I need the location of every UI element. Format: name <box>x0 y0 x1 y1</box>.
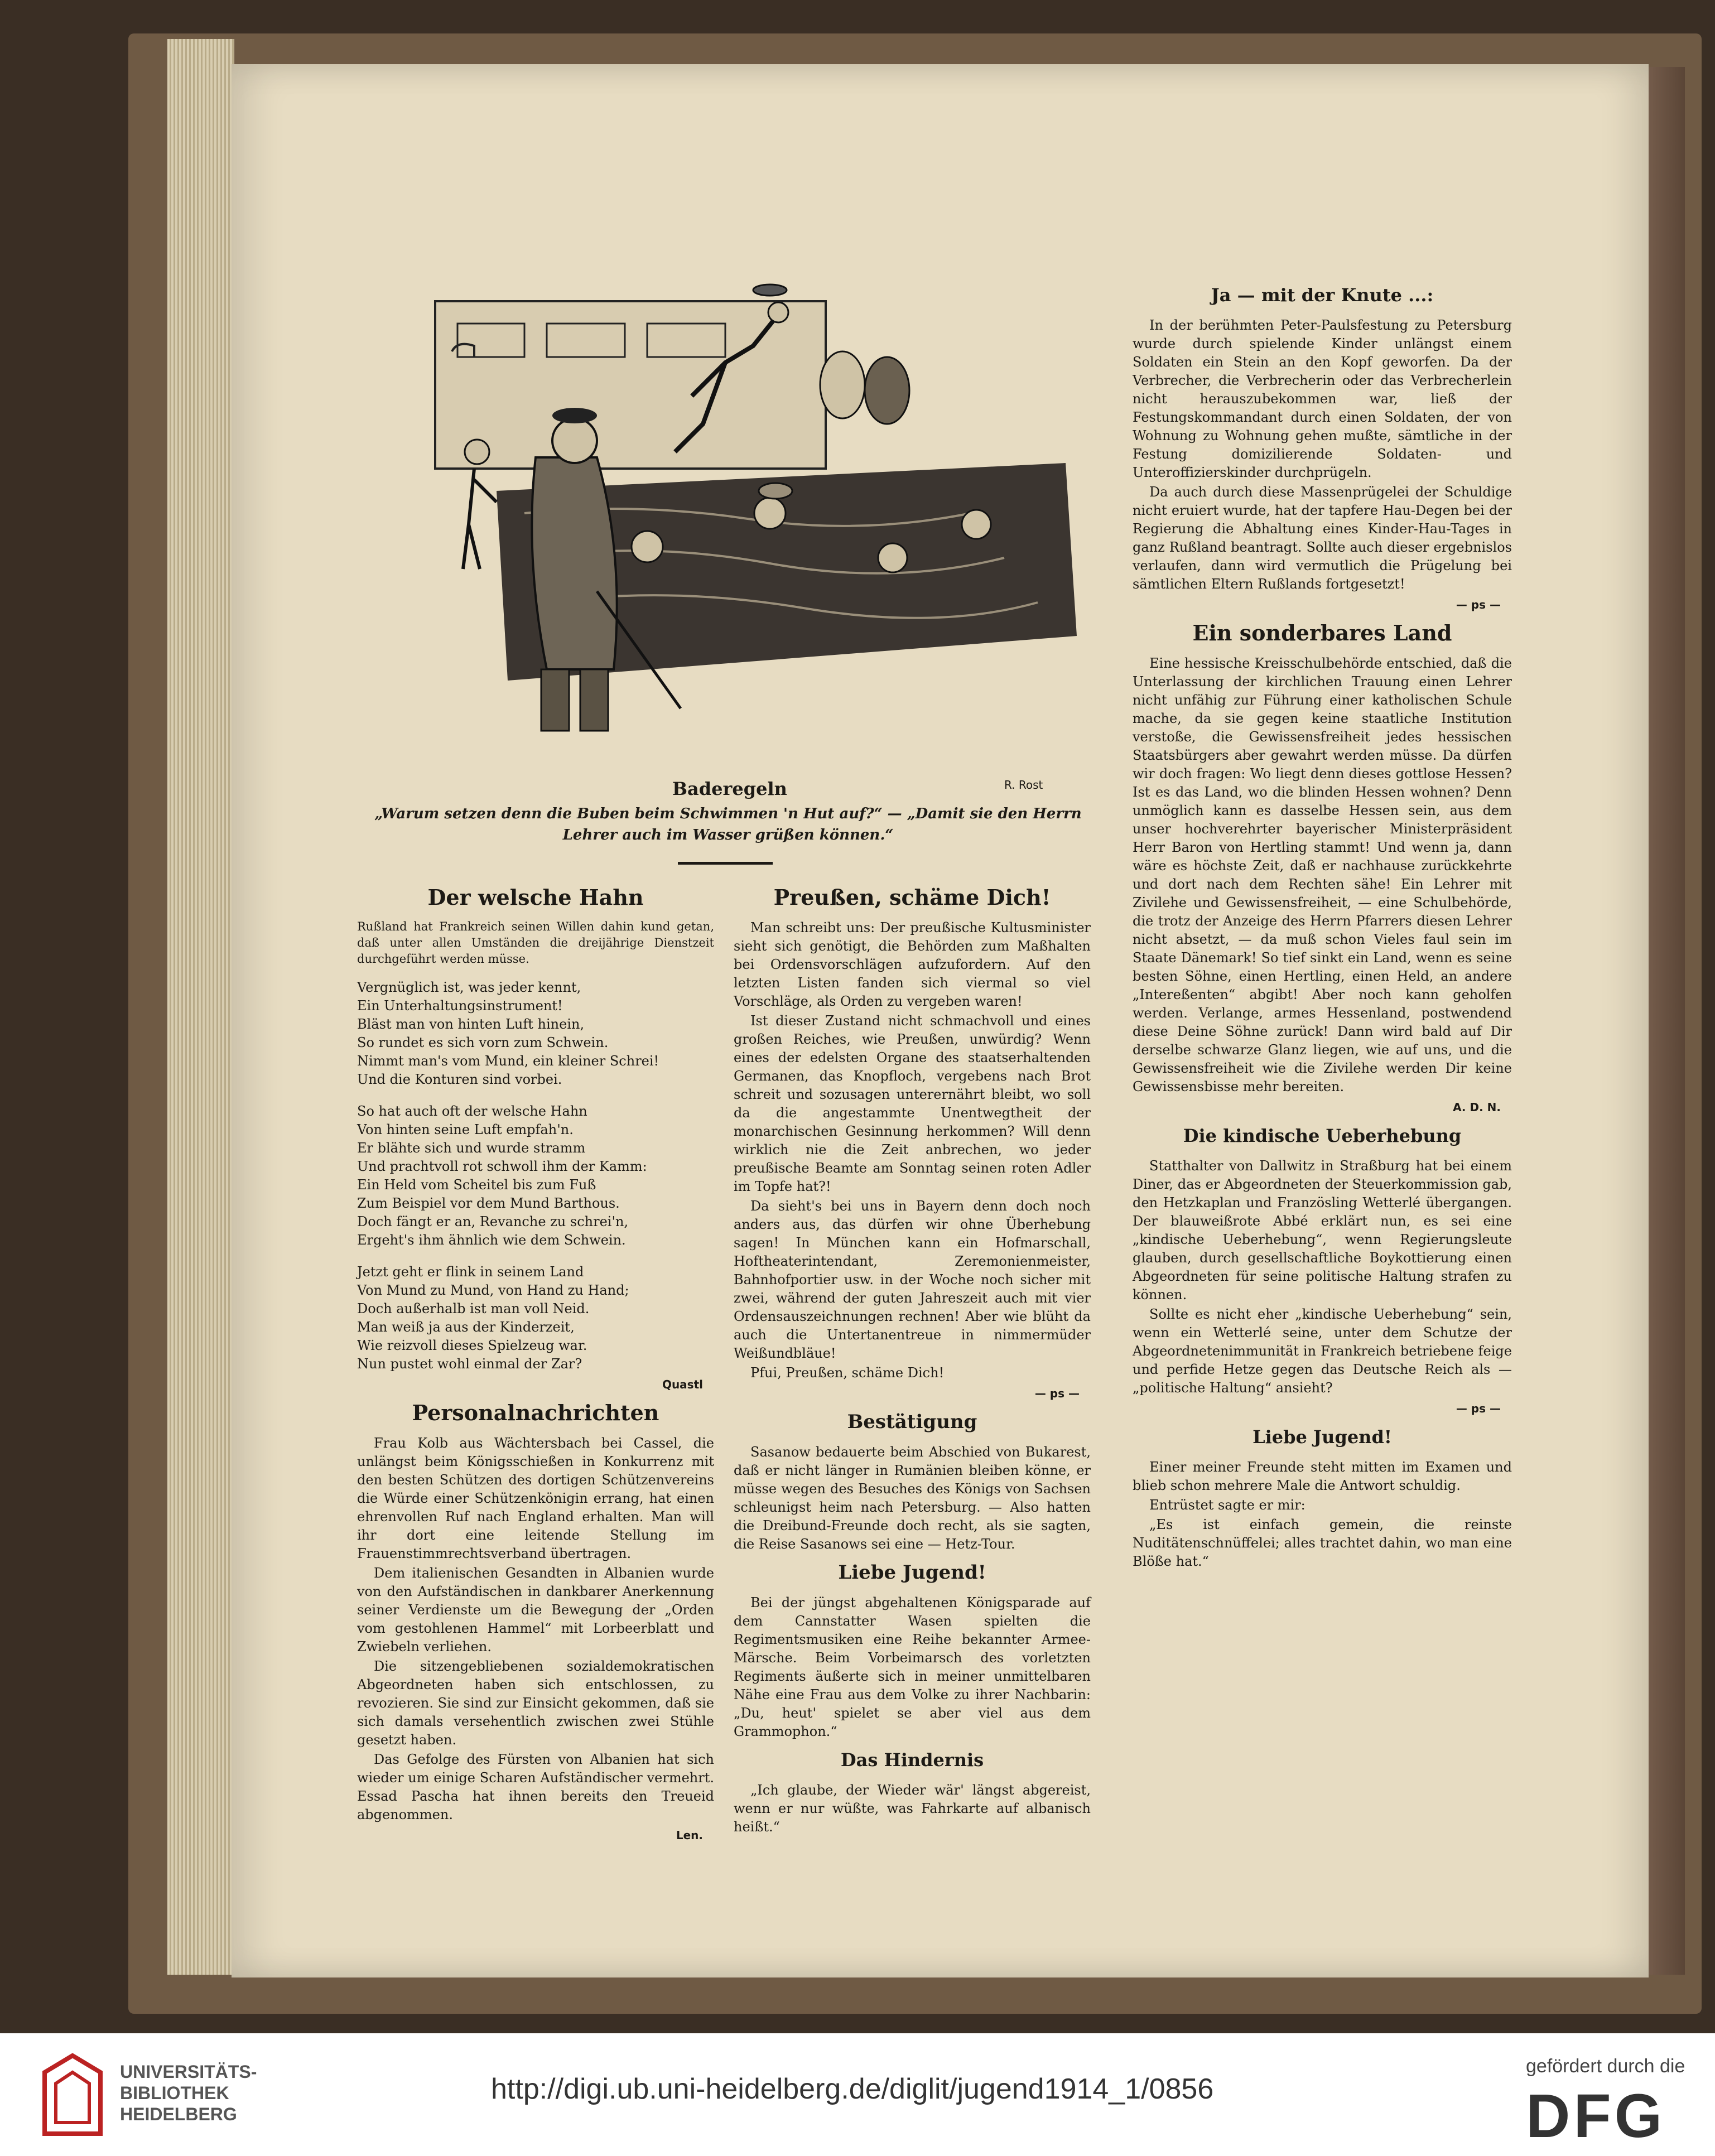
article-title: Das Hindernis <box>840 1749 984 1771</box>
paragraph: Die sitzengebliebenen sozialdemokratischen Abgeordneten haben sich entschlossen, zu revozieren. Sie sind zur Einsicht gekommen, daß sie sich damals versehentlich zwischen zwei Stühle gesetzt haben. <box>357 1658 714 1748</box>
author-signature: — ps — <box>1456 1402 1501 1415</box>
paragraph: Das Gefolge des Fürsten von Albanien hat sich wieder um einige Scharen Aufständischer vermehrt. Essad Pascha hat ihnen bereits den Treueid abgenommen. <box>357 1752 714 1822</box>
paragraph: Pfui, Preußen, schäme Dich! <box>750 1365 945 1381</box>
paragraph: Statthalter von Dallwitz in Straßburg hat bei einem Diner, das er Abgeordneten der Steuerkommission gab, den Hetzkaplan und Französling Wetterlé übergangen. Der blauweißrote Abbé erklärt nun, es sei eine „kindische Ueberhebung“, wenn Regierungsleute glauben, durch gesellschaftliche Boykottierung einen Abgeordneten für seine politische Haltung strafen zu können. <box>1133 1158 1512 1303</box>
source-url-link[interactable]: http://digi.ub.uni-heidelberg.de/diglit/jugend1914_1/0856 <box>491 2073 1214 2105</box>
dfg-logo: DFG <box>1526 2082 1666 2150</box>
paragraph: Sasanow bedauerte beim Abschied von Bukarest, daß er nicht länger in Rumänien bleiben könne, er müsse wegen des Besuches des Königs von Sachsen schleunigst heim nach Petersburg. — Also hatten die Dreibund-Freunde doch recht, als sie sagten, die Reise Sasanows sei eine — Hetz-Tour. <box>734 1444 1091 1552</box>
poem-stanza: Vergnüglich ist, was jeder kennt, Ein Unterhaltungsinstrument! Bläst man von hinten Luft hinein, So rundet es sich vorn zum Schwein. Nimmt man's vom Mund, ein kleiner Schrei! Und die Konturen sind vorbei. <box>357 980 659 1087</box>
paragraph: Da sieht's bei uns in Bayern denn doch noch anders aus, das dürfen wir ohne Überhebung sagen! In München kann ein Hofmarschall, Hoftheaterintendant, Zeremonienmeister, Bahnhofportier usw. in der Woche noch sicher mit zwei, während der guten Jahreszeit auch mit vier Ordensauszeichnungen rechnen! Aber wie blüht da auch die Untertanentreue in nimmermüder Weißundbläue! <box>734 1198 1091 1361</box>
paragraph: Ist dieser Zustand nicht schmachvoll und eines großen Reiches, wie Preußen, unwürdig? Wenn eines der edelsten Organe des staatserhaltenden Germanen, das Knopfloch, vergebens nach Brot schreit und sozusagen unterernährt bleibt, wo soll da die angestammte Unentwegtheit der monarchischen Gesinnung herkommen? Will denn wirklich nie die Zeit anbrechen, wo jeder preußische Beamte am Sonntag seinen roten Adler im Topfe hat?! <box>734 1013 1091 1194</box>
article-title: Liebe Jugend! <box>1252 1426 1392 1448</box>
article-title: Personalnachrichten <box>412 1400 659 1425</box>
paragraph: Da auch durch diese Massenprügelei der Schuldige nicht eruiert wurde, hat der tapfere Hau-Degen bei der Regierung die Abhaltung eines Kinder-Hau-Tages in ganz Rußland beantragt. Sollte auch dieser ergebnislos verlaufen, dann wird vermutlich die Prügelung bei sämtlichen Eltern Rußlands fortgesetzt! <box>1133 484 1512 592</box>
paragraph: Man schreibt uns: Der preußische Kultusminister sieht sich genötigt, die Behörden zum Maßhalten bei Ordensvorschlägen aufzufordern. Auf den letzten Listen fanden sich viermal so viel Vorschläge, als Orden zu vergeben waren! <box>734 920 1091 1009</box>
paragraph: Dem italienischen Gesandten in Albanien wurde von den Aufständischen in dankbarer Anerkennung seiner Verdienste um die Bewegung der „Orden vom gestohlenen Hammel“ mit Lorbeerblatt und Zwiebeln verliehen. <box>357 1565 714 1655</box>
funding-label: gefördert durch die <box>1526 2056 1685 2077</box>
university-logo-icon <box>33 2050 106 2139</box>
caption-divider <box>678 862 773 865</box>
column-middle <box>734 879 1091 1837</box>
paragraph: Frau Kolb aus Wächtersbach bei Cassel, die unlängst beim Königsschießen in Konkurrenz mit den besten Schützen des dortigen Schützenvereins die Würde einer Schützenkönigin errang, hat einen ehrenvollen Ruf nach England erhalten. Man will ihr dort eine leitende Stellung im Frauenstimmrechtsverband übertragen. <box>357 1435 714 1561</box>
article-title: Bestätigung <box>847 1411 977 1433</box>
article-title: Ja — mit der Knute ...: <box>1211 284 1434 306</box>
paragraph: „Es ist einfach gemein, die reinste Nuditätenschnüffelei; alles trachtet dahin, wo man eine Blöße hat.“ <box>1133 1517 1512 1569</box>
column-right <box>1133 276 1512 1572</box>
paragraph: Entrüstet sagte er mir: <box>1149 1497 1305 1513</box>
cartoon-artist: R. Rost <box>1004 778 1043 792</box>
author-signature: Quastl <box>662 1378 703 1391</box>
author-signature: A. D. N. <box>1453 1101 1501 1114</box>
paragraph: Bei der jüngst abgehaltenen Königsparade auf dem Cannstatter Wasen spielten die Regimentsmusiken eine Reihe bekannter Armee-Märsche. Beim Vorbeimarsch des vorletzten Regiments äußerte sich in meiner unmittelbaren Nähe eine Frau aus dem Volke zu ihrer Nachbarin: „Du, heut' spielet se aber viel aus dem Grammophon.“ <box>734 1595 1091 1739</box>
author-signature: — ps — <box>1034 1387 1080 1400</box>
column-left <box>357 879 714 1849</box>
article-title: Preußen, schäme Dich! <box>773 885 1051 910</box>
cartoon-title: Baderegeln <box>672 778 787 799</box>
article-title: Liebe Jugend! <box>838 1561 986 1584</box>
page-edges <box>167 39 234 1975</box>
article-title: Die kindische Ueberhebung <box>1183 1125 1462 1146</box>
paragraph: „Ich glaube, der Wieder wär' längst abgereist, wenn er nur wüßte, was Fahrkarte auf albanisch heißt.“ <box>734 1782 1091 1835</box>
author-signature: Len. <box>676 1829 703 1842</box>
paragraph: Einer meiner Freunde steht mitten im Examen und blieb schon mehrere Male die Antwort schuldig. <box>1133 1459 1512 1493</box>
paragraph: Sollte es nicht eher „kindische Ueberhebung“ sein, wenn ein Wetterlé seine, unter dem Schutze der Abgeordnetenimmunität in Frankreich betriebene feige und perfide Hetze gegen das Deutsche Reich als — „politische Haltung“ ansieht? <box>1133 1306 1512 1396</box>
institution-name: UNIVERSITÄTS- BIBLIOTHEK HEIDELBERG <box>120 2062 257 2124</box>
article-title: Der welsche Hahn <box>427 885 644 910</box>
paragraph: In der berühmten Peter-Paulsfestung zu Petersburg wurde durch spielende Kinder unlängst einem Soldaten ein Stein an den Kopf geworfen. Da der Verbrecher, die Verbrecherin oder das Verbrecherlein nicht herauszubekommen war, ließ der Festungskommandant durch einen Soldaten, der von Wohnung zu Wohnung gehen mußte, sämtliche in der Festung domizilierende Soldaten- und Unteroffizierskinder durchprügeln. <box>1133 317 1512 480</box>
cartoon-illustration <box>413 279 1077 764</box>
article-intro: Rußland hat Frankreich seinen Willen dahin kund getan, daß unter allen Umständen die dreijährige Dienstzeit durchgeführt werden müsse. <box>357 920 714 966</box>
paragraph: Eine hessische Kreisschulbehörde entschied, daß die Unterlassung der kirchlichen Trauung einen Lehrer nicht unfähig zur Führung einer katholischen Schule mache, da sie gegen keine staatliche Institution verstoße, die Gewissensfreiheit jedes hessischen Staatsbürgers aber gewahrt werden müsse. Da dürfen wir doch fragen: Wo liegt denn dieses gottlose Hessen? Ist es das Land, wo die blinden Hessen wohnen? Denn unmöglich kann es dasselbe Hessen sein, aus dem unser hochverehrter bayerischer Ministerpräsident Herr Baron von Hertling stammt! Und wenn ja, dann wäre es höchste Zeit, daß er nachhause zurückkehrte und dort nach dem Rechten sähe! Ein Lehrer mit Zivilehe und Gewissensfreiheit, — eine Schulbehörde, die trotz der Anzeige des Herrn Pfarrers diesen Lehrer nicht absetzt, — da muß schon Vieles faul sein im Staate Dänemark! So tief sinkt ein Land, wenn es seine besten Söhne, einen Hertling, einen Held, an andere „Intereßenten“ abgibt! Aber noch kann geholfen werden. Verlange, armes Hessenland, postwendend diese Deine Söhne zurück! Dann wird bald auf Dir derselbe schwarze Glanz liegen, wie auf uns, und die Gewissensfreiheit wie die Zivilehe werden Dir keine Gewissensbisse mehr bereiten. <box>1133 655 1512 1094</box>
article-title: Ein sonderbares Land <box>1192 620 1452 645</box>
cartoon-caption: „Warum setzen denn die Buben beim Schwimmen 'n Hut auf?“ — „Damit sie den Herrn Lehrer auch im Wasser grüßen können.“ <box>374 806 1082 843</box>
footer-bar <box>0 2033 1715 2156</box>
poem-stanza: Jetzt geht er flink in seinem Land Von Mund zu Mund, von Hand zu Hand; Doch außerhalb ist man voll Neid. Man weiß ja aus der Kinderzeit, Wie reizvoll dieses Spielzeug war. Nun pustet wohl einmal der Zar? <box>357 1264 629 1372</box>
poem-stanza: So hat auch oft der welsche Hahn Von hinten seine Luft empfah'n. Er blähte sich und wurde stramm Und prachtvoll rot schwoll ihm der Kamm: Ein Held vom Scheitel bis zum Fuß Zum Beispiel vor dem Mund Barthous. Doch fängt er an, Revanche zu schrei'n, Ergeht's ihm ähnlich wie dem Schwein. <box>357 1103 647 1248</box>
author-signature: — ps — <box>1456 598 1501 611</box>
